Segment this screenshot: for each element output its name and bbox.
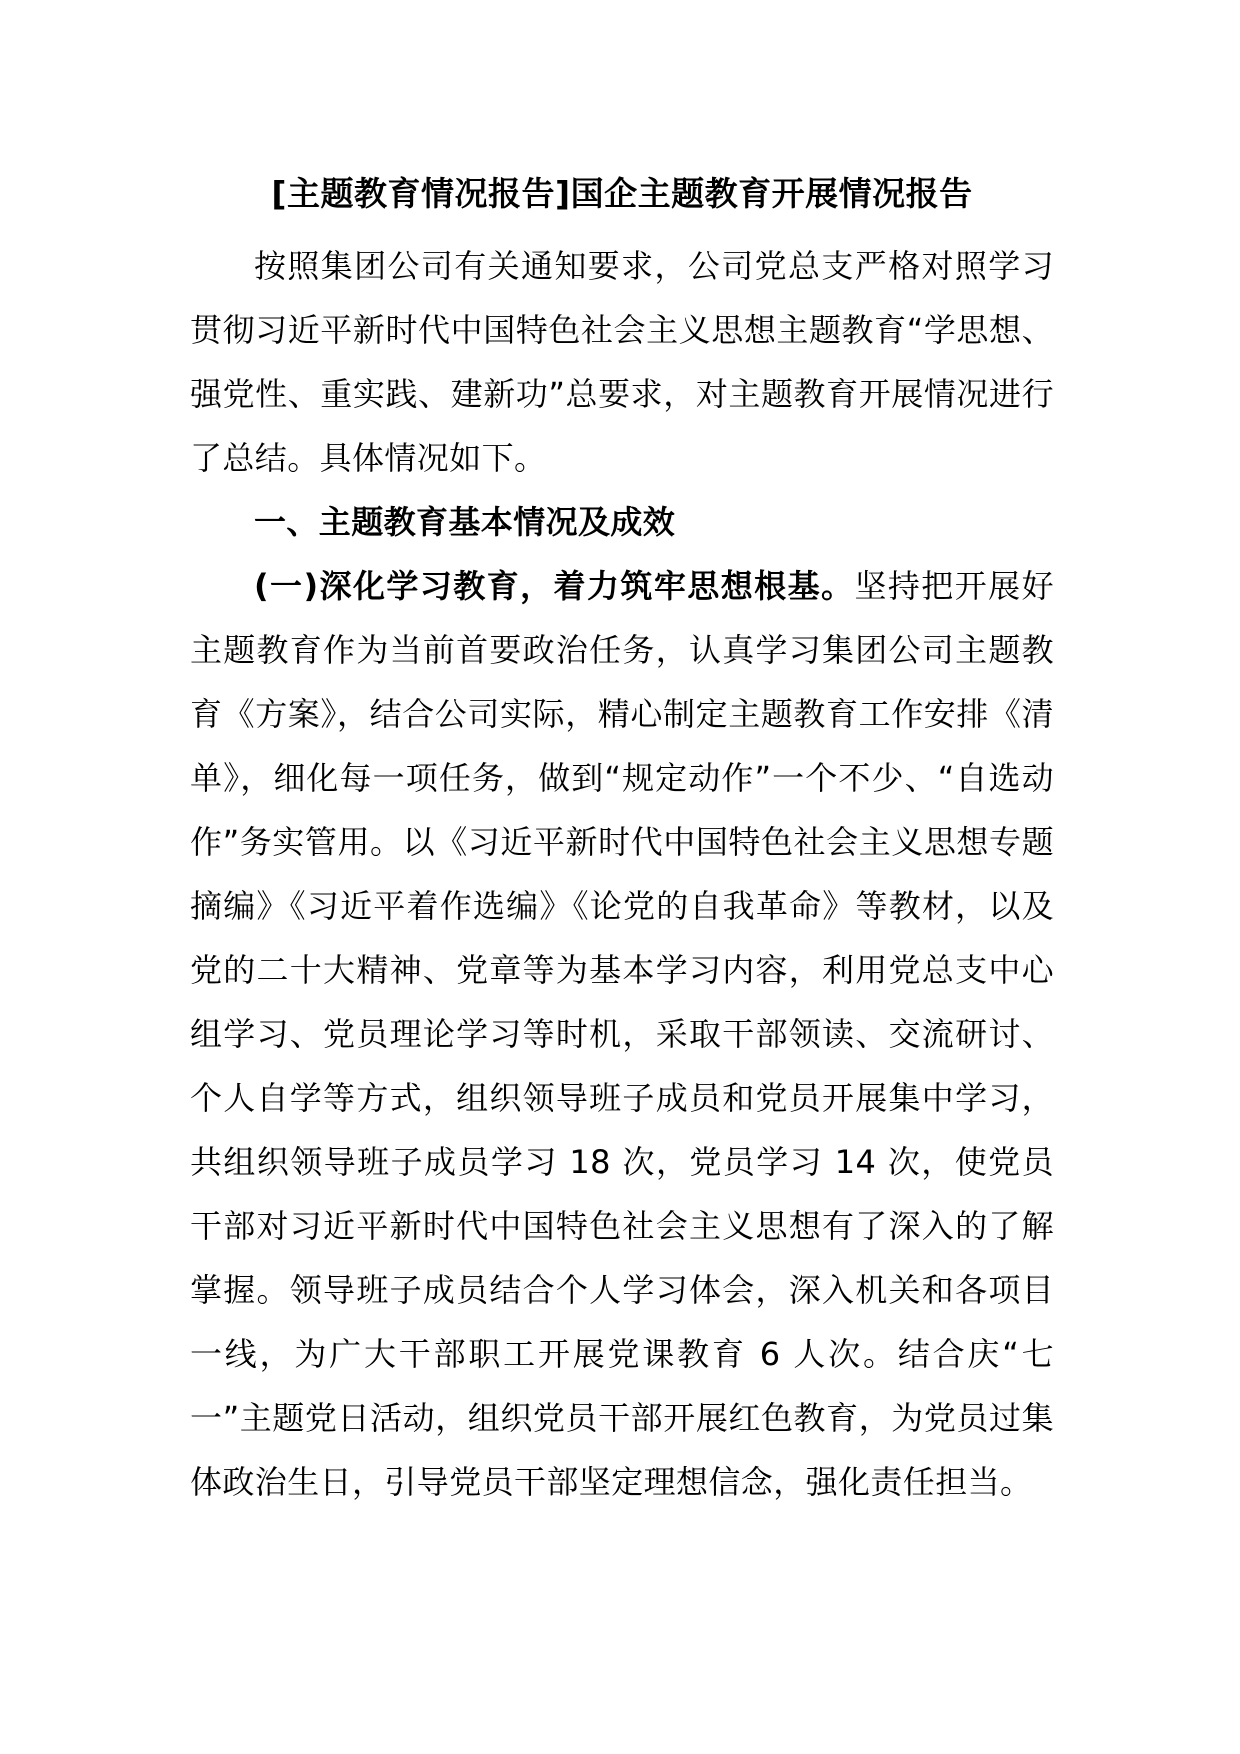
intro-paragraph: 按照集团公司有关通知要求，公司党总支严格对照学习贯彻习近平新时代中国特色社会主义思想主题教育“学思想、强党性、重实践、建新功”总要求，对主题教育开展情况进行了总结。具体情况如下。 bbox=[190, 247, 1054, 477]
subsection-lead: (一)深化学习教育，着力筑牢思想根基。 bbox=[254, 567, 855, 605]
section-heading: 一、主题教育基本情况及成效 bbox=[254, 503, 676, 541]
document-body bbox=[190, 234, 1054, 1514]
subsection-body: 坚持把开展好主题教育作为当前首要政治任务，认真学习集团公司主题教育《方案》，结合公司实际，精心制定主题教育工作安排《清单》，细化每一项任务，做到“规定动作”一个不少、“自选动作”务实管用。以《习近平新时代中国特色社会主义思想专题摘编》《习近平着作选编》《论党的自我革命》等教材，以及党的二十大精神、党章等为基本学习内容，利用党总支中心组学习、党员理论学习等时机，采取干部领读、交流研讨、个人自学等方式，组织领导班子成员和党员开展集中学习，共组织领导班子成员学习 18 次，党员学习 14 次，使党员干部对习近平新时代中国特色社会主义思想有了深入的了解掌握。领导班子成员结合个人学习体会，深入机关和各项目一线，为广大干部职工开展党课教育 6 人次。结合庆“七一”主题党日活动，组织党员干部开展红色教育，为党员过集体政治生日，引导党员干部坚定理想信念，强化责任担当。 bbox=[190, 567, 1054, 1501]
document-title: [主题教育情况报告]国企主题教育开展情况报告 bbox=[271, 174, 973, 213]
subsection-paragraph bbox=[190, 554, 1054, 1514]
